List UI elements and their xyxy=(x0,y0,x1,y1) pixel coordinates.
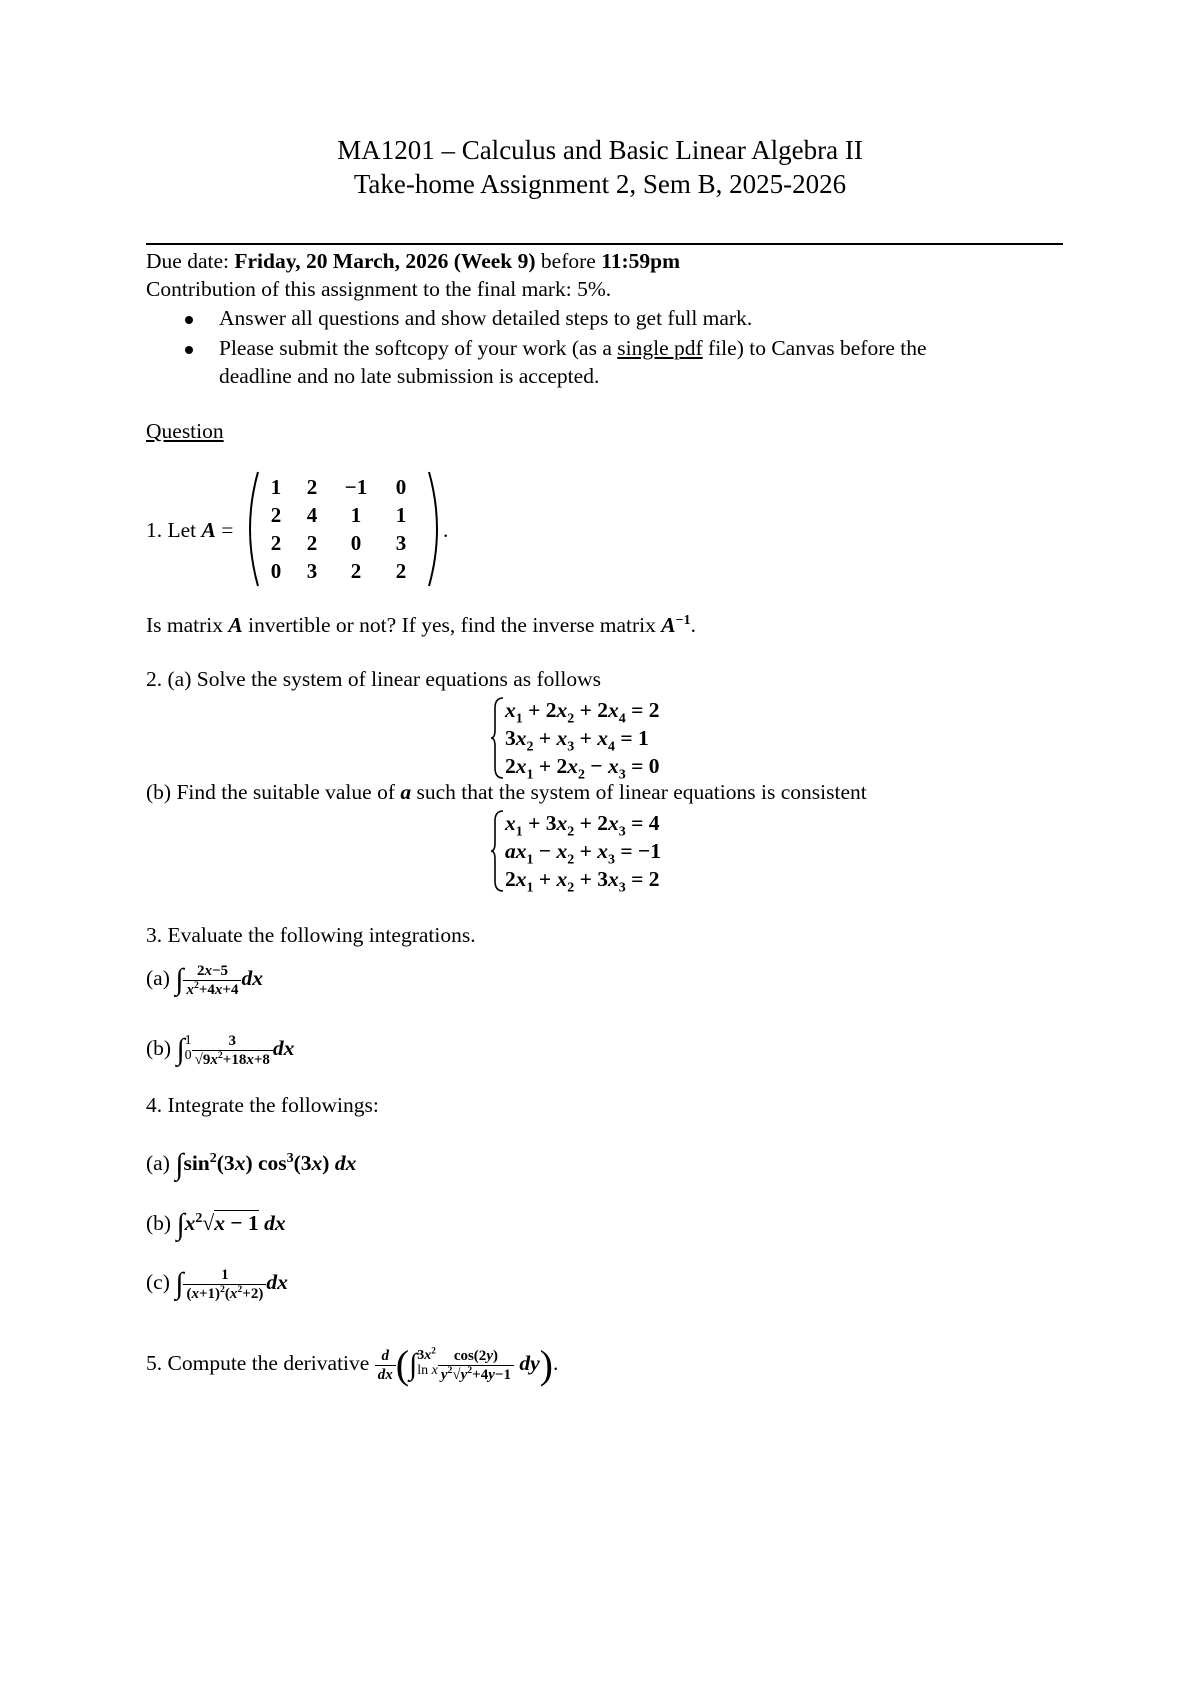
q4a: (a) $\int\sin^2(3x)$ $\cos^3(3x)$ dx xyxy=(146,1148,357,1182)
due-date: Friday, 20 March, 2026 (Week 9) xyxy=(234,249,536,273)
bullet-icon xyxy=(185,316,193,324)
matrix-cell: 0 xyxy=(395,475,407,499)
q5: 5. Compute the derivative $\frac{d}{dx}$ (∫ $3x^2$ ln x $\frac{\cos(2y)}{y^2√y^2+4y-1}$ dy). xyxy=(146,1342,559,1388)
q4-text: 4. Integrate the followings: xyxy=(146,1093,379,1117)
single-pdf-text: single pdf xyxy=(617,336,703,360)
header-rule xyxy=(146,243,1063,245)
matrix-cell: 2 xyxy=(306,531,318,555)
instruction-2: Please submit the softcopy of your work (as a single pdf file) to Canvas before the xyxy=(219,336,927,360)
q3a: (a) ∫ $\frac{2x-5}{x^2+4x+4}$ dx xyxy=(146,962,263,998)
q2a-eq1: $x_1 + 2x_2 + 2x_4 = 2$ xyxy=(505,698,660,727)
matrix-cell: 0 xyxy=(350,531,362,555)
q2b-brace xyxy=(491,809,505,893)
q1-prompt: Is matrix A invertible or not? If yes, find the inverse matrix $A^{-1}$. xyxy=(146,612,696,637)
matrix-cell: 3 xyxy=(395,531,407,555)
q2b-eq3: $2x_1 + x_2 + 3x_3 = 2$ xyxy=(505,867,660,896)
q2a-brace xyxy=(491,696,505,780)
matrix-cell: 1 xyxy=(395,503,407,527)
q4c: (c) ∫ $\frac{1}{(x+1)^2(x^2+2)}$ dx xyxy=(146,1266,288,1302)
question-heading: Question xyxy=(146,419,224,443)
q2b-eq2: $ax_1 - x_2 + x_3 = -1$ xyxy=(505,839,661,868)
document-page: MA1201 – Calculus and Basic Linear Algebra II Take-home Assignment 2, Sem B, 2025-2026 Due date: Friday, 20 March, 2026 (Week 9) before 11:59pm Contribution of this assignment to the final mark: 5%. Answer all questions and show detailed steps to get full mark. Please submit the softcopy of your work (as a single pdf file) to Canvas before the deadline and no late submission is accepted. Question 1. Let A = 1 2 −1 0 2 4 1 1 2 2 0 3 0 3 2 2 . Is matrix A invertible or not? If yes, find the inverse matrix $A^{-1}$. 2. (a) Solve the system of linear equations as follows $x_1 + 2x_2 + 2x_4 = 2$ $3x_2 + x_3 + x_4 = 1$ $2x_1 + 2x_2 - x_3 = 0$ (b) Find the suitable value of a such that the system of linear equations is consistent $x_1 + 3x_2 + 2x_3 = 4$ $ax_1 - x_2 + x_3 = -1$ $2x_1 + x_2 + 3x_3 = 2$ 3. Evaluate the following integrations. (a) ∫ $\frac{2x-5}{x^2+4x+4}$ dx (b) ∫ 1 0 $\frac{3}{√9x^2+18x+8}$ dx 4. Integrate the followings: (a) $\int\sin^2(3x)$ $\cos^3(3x)$ dx (b) $\int x^2√x - 1$ dx (c) ∫ $\frac{1}{(x+1)^2(x^2+2)}$ dx 5. Compute the derivative $\frac{d}{dx}$ (∫ $3x^2$ ln x $\frac{\cos(2y)}{y^2√y^2+4y-1}$ dy). xyxy=(0,0,1200,1698)
q4b: (b) $\int x^2√x - 1$ dx xyxy=(146,1208,286,1242)
matrix-cell: 1 xyxy=(270,475,282,499)
matrix-cell: 2 xyxy=(306,475,318,499)
course-title: MA1201 – Calculus and Basic Linear Algebra II xyxy=(337,135,863,165)
q2a-eq2: $3x_2 + x_3 + x_4 = 1$ xyxy=(505,726,649,755)
due-date-line: Due date: Friday, 20 March, 2026 (Week 9) before 11:59pm xyxy=(146,249,681,273)
q2b-text: (b) Find the suitable value of a such that the system of linear equations is consistent xyxy=(146,780,867,804)
matrix-cell: 2 xyxy=(270,503,282,527)
due-time: 11:59pm xyxy=(601,249,681,273)
q2b-eq1: $x_1 + 3x_2 + 2x_3 = 4$ xyxy=(505,811,660,840)
matrix-cell: −1 xyxy=(344,475,368,499)
q1-matrix xyxy=(244,468,444,590)
assignment-title: Take-home Assignment 2, Sem B, 2025-2026 xyxy=(353,169,847,199)
matrix-cell: 3 xyxy=(306,559,318,583)
contribution-line: Contribution of this assignment to the final mark: 5%. xyxy=(146,277,612,301)
q3b: (b) ∫ 1 0 $\frac{3}{√9x^2+18x+8}$ dx xyxy=(146,1032,295,1068)
q1-lead: 1. Let A = xyxy=(146,518,234,542)
q3-text: 3. Evaluate the following integrations. xyxy=(146,923,476,947)
instruction-2-cont: deadline and no late submission is accepted. xyxy=(219,364,600,388)
matrix-cell: 1 xyxy=(350,503,362,527)
matrix-cell: 2 xyxy=(350,559,362,583)
instruction-1: Answer all questions and show detailed steps to get full mark. xyxy=(219,306,753,330)
q2a-text: 2. (a) Solve the system of linear equations as follows xyxy=(146,667,601,691)
bullet-icon xyxy=(185,346,193,354)
matrix-cell: 0 xyxy=(270,559,282,583)
matrix-cell: 2 xyxy=(395,559,407,583)
matrix-cell: 4 xyxy=(306,503,318,527)
matrix-cell: 2 xyxy=(270,531,282,555)
q2a-eq3: $2x_1 + 2x_2 - x_3 = 0$ xyxy=(505,754,660,783)
